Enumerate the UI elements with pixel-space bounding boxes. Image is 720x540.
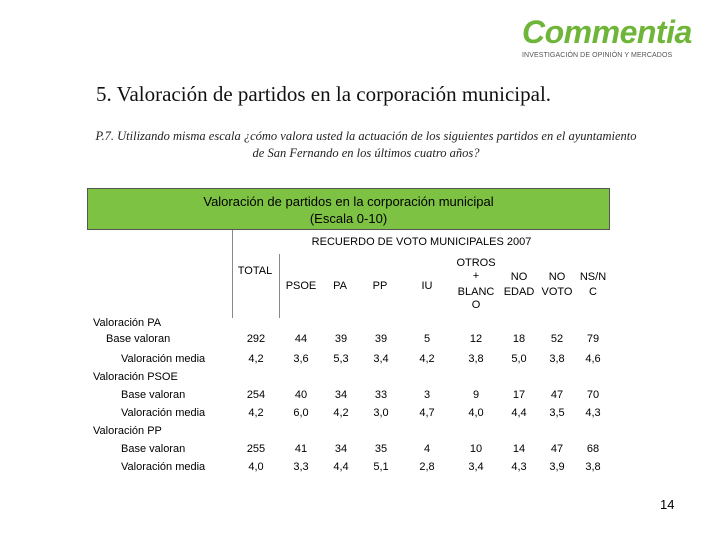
table-cell: 4,0 [468,407,484,419]
row-label: Valoración media [121,353,206,365]
table-cell: 44 [294,333,308,345]
table-subtitle: (Escala 0-10) [309,211,388,226]
table-cell: 3,9 [549,461,565,473]
table-title: Valoración de partidos en la corporación municipal [203,194,494,209]
table-cell: 2,8 [419,461,435,473]
col-header-ns-nc-line: NS/N [579,271,607,283]
commentia-logo [522,14,702,59]
col-header-total: TOTAL [237,265,273,277]
table-cell: 4,4 [333,461,349,473]
table-cell: 292 [246,333,266,345]
group-label-psoe: Valoración PSOE [93,371,178,383]
col-header-pp: PP [372,280,388,292]
table-cell: 47 [550,443,564,455]
table-cell: 12 [469,333,483,345]
recuerdo-header: RECUERDO DE VOTO MUNICIPALES 2007 [232,230,610,254]
table-cell: 5,1 [373,461,389,473]
table-cell: 255 [246,443,266,455]
table-cell: 47 [550,389,564,401]
table-cell: 18 [512,333,526,345]
question-line-2: de San Fernando en los últimos cuatro años? [252,146,480,160]
table-cell: 4,0 [248,461,264,473]
table-cell: 41 [294,443,308,455]
table-cell: 3,4 [468,461,484,473]
table-cell: 34 [334,443,348,455]
table-cell: 4,7 [419,407,435,419]
table-cell: 70 [586,389,600,401]
logo-tagline: INVESTIGACIÓN DE OPINIÓN Y MERCADOS [522,52,673,59]
row-label: Valoración media [121,407,206,419]
table-cell: 68 [586,443,600,455]
table-cell: 3,5 [549,407,565,419]
table-cell: 79 [586,333,600,345]
col-header-no-edad-line: EDAD [503,286,535,298]
col-header-pa: PA [333,280,347,292]
table-cell: 3,3 [293,461,309,473]
table-cell: 33 [374,389,388,401]
table-cell: 34 [334,389,348,401]
col-header-otros-line: O [471,299,481,311]
total-column-frame [232,254,280,318]
table-cell: 14 [512,443,526,455]
table-cell: 10 [469,443,483,455]
table-cell: 4,2 [248,353,264,365]
table-cell: 6,0 [293,407,309,419]
row-label: Base valoran [106,333,171,345]
table-cell: 5 [423,333,431,345]
table-cell: 3,4 [373,353,389,365]
table-cell: 3,0 [373,407,389,419]
table-cell: 3 [423,389,431,401]
page-number: 14 [660,497,675,512]
table-cell: 4,4 [511,407,527,419]
table-cell: 4,3 [585,407,601,419]
row-label: Valoración media [121,461,206,473]
group-label-pp: Valoración PP [93,425,162,437]
col-header-otros-line: + [472,270,480,282]
table-cell: 35 [374,443,388,455]
table-title-box [87,188,610,230]
table-cell: 4,6 [585,353,601,365]
table-cell: 3,6 [293,353,309,365]
table-cell: 4,3 [511,461,527,473]
question-line-1: P.7. Utilizando misma escala ¿cómo valora usted la actuación de los siguientes partidos en el ayuntamiento [95,129,637,143]
slide-title: 5. Valoración de partidos en la corporación municipal. [96,82,552,106]
col-header-psoe: PSOE [285,280,317,292]
table-cell: 254 [246,389,266,401]
row-label: Base valoran [121,389,186,401]
table-cell: 40 [294,389,308,401]
table-cell: 39 [334,333,348,345]
row-label: Base valoran [121,443,186,455]
col-header-no-voto-line: NO [548,271,566,283]
table-cell: 52 [550,333,564,345]
col-header-otros-line: OTROS [456,257,496,269]
table-cell: 4,2 [333,407,349,419]
table-cell: 3,8 [585,461,601,473]
table-cell: 9 [472,389,480,401]
col-header-ns-nc-line: C [589,286,597,298]
table-cell: 4,2 [419,353,435,365]
logo-wordmark: Commentia [522,14,692,50]
table-cell: 17 [512,389,526,401]
table-cell: 3,8 [549,353,565,365]
table-cell: 5,0 [511,353,527,365]
col-header-otros-line: BLANC [457,286,495,298]
question-text [56,128,676,162]
table-cell: 4 [423,443,431,455]
col-header-no-edad-line: NO [510,271,528,283]
table-cell: 5,3 [333,353,349,365]
table-cell: 3,8 [468,353,484,365]
table-cell: 4,2 [248,407,264,419]
col-header-iu: IU [421,280,433,292]
group-label-pa: Valoración PA [93,317,162,329]
col-header-no-voto-line: VOTO [541,286,573,298]
table-cell: 39 [374,333,388,345]
